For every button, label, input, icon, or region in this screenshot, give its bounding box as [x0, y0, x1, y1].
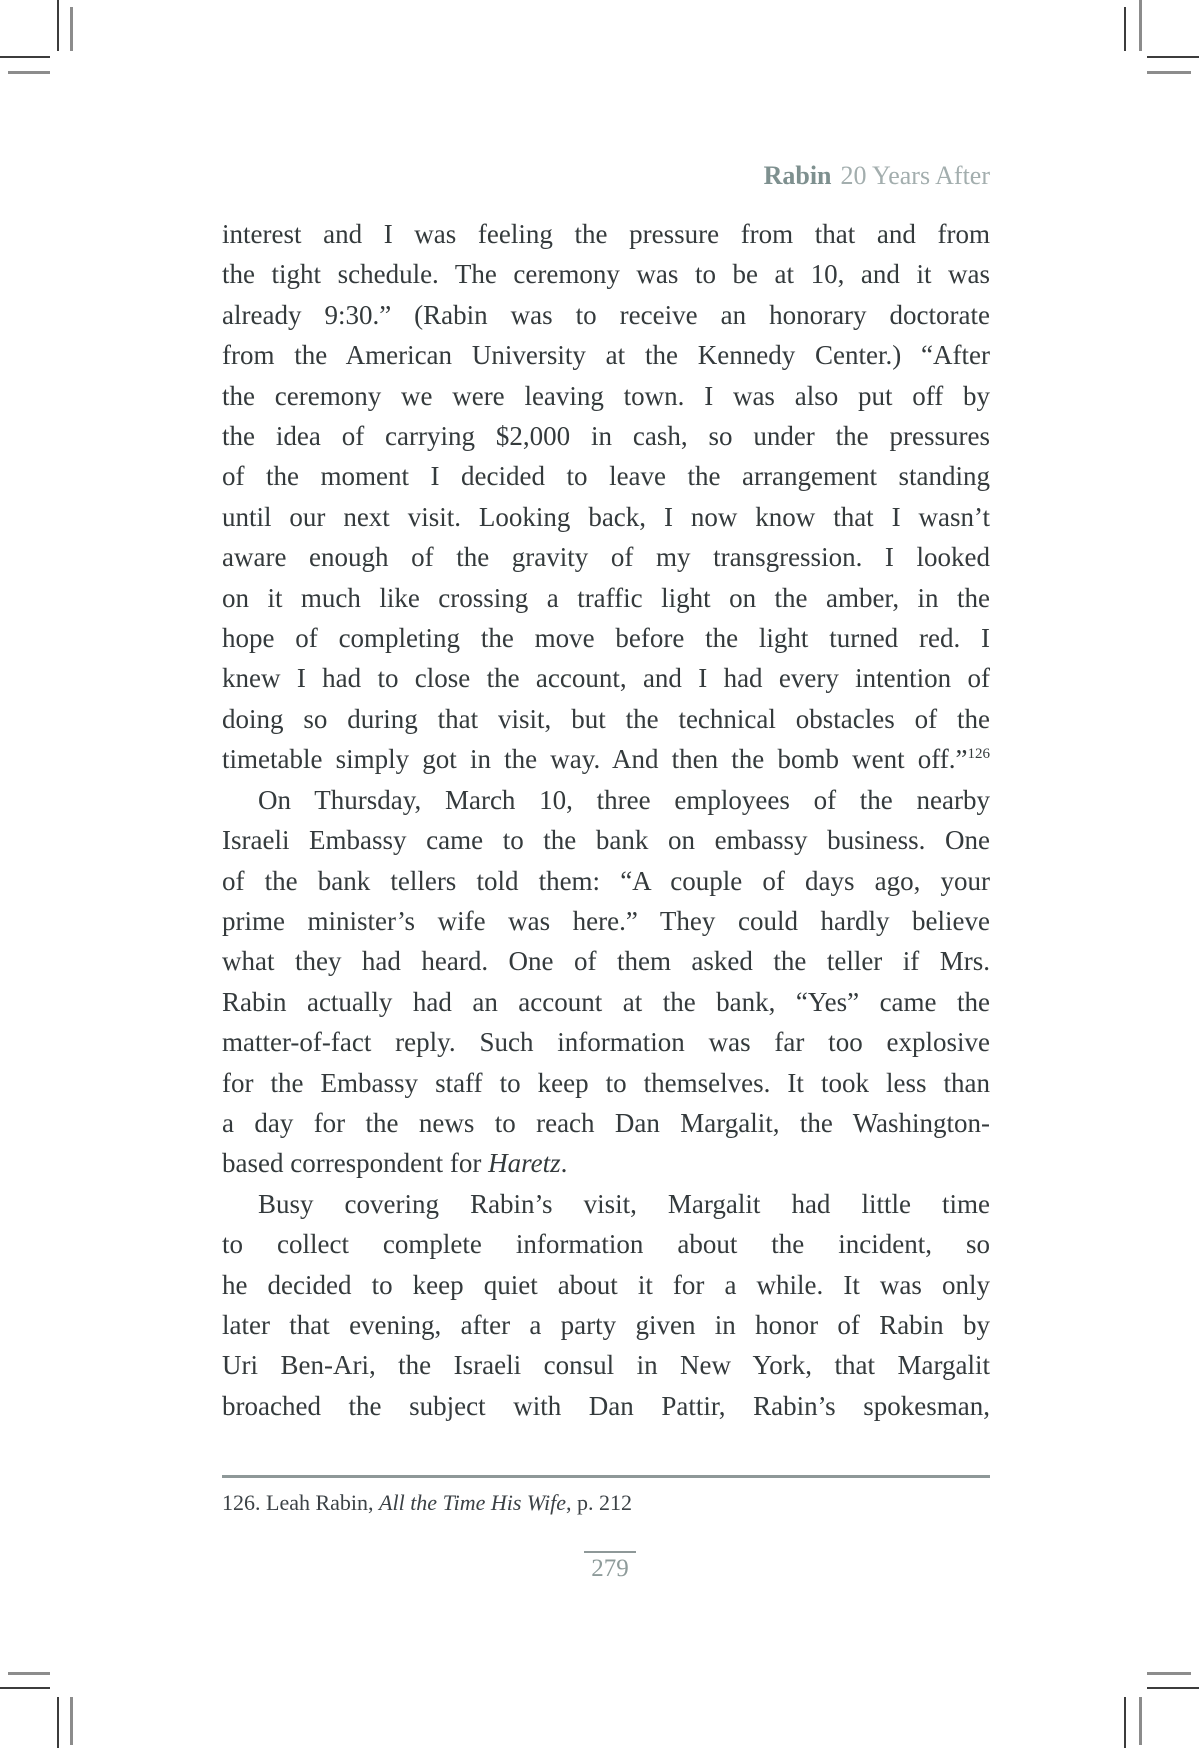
text-segment: from the American University at the Kennedy Center.) “After [222, 340, 990, 371]
running-header-subtitle: 20 Years After [840, 161, 990, 190]
running-header-book-title: Rabin [763, 161, 832, 190]
text-segment: for the Embassy staff to keep to themselves. It took less than [222, 1067, 990, 1098]
text-segment: broached the subject with Dan Pattir, Rabin’s spokesman, [222, 1390, 990, 1421]
crop-mark-bottom-right-horizontal-2 [1147, 1687, 1199, 1689]
crop-mark-bottom-right-horizontal-1 [1147, 1672, 1191, 1675]
body-line [222, 295, 990, 335]
footnote-reference: 126 [967, 746, 990, 763]
crop-mark-top-left-horizontal-2 [8, 71, 50, 74]
body-line [222, 456, 990, 496]
text-segment: Uri Ben-Ari, the Israeli consul in New York, that Margalit [222, 1350, 990, 1381]
crop-mark-top-left-vertical-1 [57, 0, 59, 51]
body-line [222, 861, 990, 901]
text-segment: on it much like crossing a traffic light on the amber, in the [222, 582, 990, 613]
text-segment: Haretz [488, 1148, 561, 1179]
body-line [222, 254, 990, 294]
crop-mark-top-left-horizontal-1 [0, 56, 50, 58]
text-segment: already 9:30.” (Rabin was to receive an honorary doctorate [222, 299, 990, 330]
text-segment: the tight schedule. The ceremony was to be at 10, and it was [222, 259, 990, 290]
text-segment: the ceremony we were leaving town. I was also put off by [222, 380, 990, 411]
crop-mark-bottom-left-vertical-1 [57, 1697, 59, 1748]
body-line [222, 1345, 990, 1385]
running-header [222, 161, 990, 191]
text-segment: interest and I was feeling the pressure from that and from [222, 219, 990, 249]
body-line [222, 618, 990, 658]
crop-mark-bottom-right-vertical-2 [1139, 1697, 1142, 1745]
body-line [222, 1103, 990, 1143]
body-line [222, 699, 990, 739]
text-segment: hope of completing the move before the light turned red. I [222, 623, 990, 654]
crop-mark-bottom-left-horizontal-1 [8, 1672, 50, 1675]
body-line [222, 1063, 990, 1103]
text-segment: doing so during that visit, but the technical obstacles of the [222, 703, 990, 734]
text-segment: matter-of-fact reply. Such information was far too explosive [222, 1027, 990, 1058]
text-segment: knew I had to close the account, and I had every intention of [222, 663, 990, 694]
body-line [222, 578, 990, 618]
body-line [222, 941, 990, 981]
text-segment: timetable simply got in the way. And then the bomb went off.” [222, 744, 968, 775]
text-segment: , p. 212 [566, 1490, 633, 1515]
text-segment: of the moment I decided to leave the arrangement standing [222, 461, 990, 492]
body-line [222, 376, 990, 416]
body-line [222, 537, 990, 577]
footnote-rule [222, 1475, 990, 1478]
body-line [222, 901, 990, 941]
text-segment: Rabin actually had an account at the bank, “Yes” came the [222, 986, 990, 1017]
text-segment: aware enough of the gravity of my transgression. I looked [222, 542, 990, 573]
text-segment: later that evening, after a party given in honor of Rabin by [222, 1309, 990, 1340]
body-line [222, 1386, 990, 1426]
body-line [222, 1184, 990, 1224]
page-number-block [560, 1551, 660, 1584]
text-segment: Israeli Embassy came to the bank on embassy business. One [222, 825, 990, 856]
body-line [222, 739, 990, 779]
body-line [222, 1022, 990, 1062]
body-line [222, 1143, 990, 1183]
text-segment: a day for the news to reach Dan Margalit, the Washington- [222, 1107, 990, 1138]
crop-mark-bottom-left-horizontal-2 [0, 1687, 50, 1689]
text-segment: he decided to keep quiet about it for a while. It was only [222, 1269, 990, 1300]
body-line [222, 497, 990, 537]
text-segment: the idea of carrying $2,000 in cash, so under the pressures [222, 421, 990, 452]
text-segment: to collect complete information about the incident, so [222, 1229, 990, 1260]
crop-mark-top-right-vertical-2 [1139, 0, 1142, 51]
text-segment: 126. Leah Rabin, [222, 1490, 380, 1515]
crop-mark-top-right-horizontal-1 [1147, 56, 1199, 58]
body-line [222, 1265, 990, 1305]
body-line [222, 820, 990, 860]
text-segment: based correspondent for [222, 1148, 489, 1179]
body-line [222, 1224, 990, 1264]
crop-mark-top-right-horizontal-2 [1147, 71, 1191, 74]
footnote [222, 1489, 990, 1517]
text-segment: of the bank tellers told them: “A couple of days ago, your [222, 865, 990, 896]
body-line [222, 214, 990, 254]
body-line [222, 658, 990, 698]
crop-mark-bottom-left-vertical-2 [70, 1697, 73, 1745]
body-line [222, 1305, 990, 1345]
text-segment: . [560, 1148, 568, 1179]
page-number-rule [584, 1551, 636, 1553]
text-segment: All the Time His Wife [379, 1490, 567, 1515]
text-segment: what they had heard. One of them asked the teller if Mrs. [222, 946, 990, 977]
body-line [222, 416, 990, 456]
body-text [222, 214, 990, 1426]
body-line [222, 780, 990, 820]
text-segment: On Thursday, March 10, three employees of the nearby [258, 784, 990, 815]
crop-mark-top-left-vertical-2 [70, 7, 73, 51]
text-segment: until our next visit. Looking back, I now know that I wasn’t [222, 501, 990, 532]
crop-mark-bottom-right-vertical-1 [1124, 1697, 1126, 1748]
body-line [222, 335, 990, 375]
body-line [222, 982, 990, 1022]
page-number: 279 [591, 1555, 629, 1582]
text-segment: prime minister’s wife was here.” They could hardly believe [222, 905, 990, 936]
crop-mark-top-right-vertical-1 [1124, 7, 1126, 51]
text-segment: Busy covering Rabin’s visit, Margalit had little time [258, 1188, 990, 1219]
